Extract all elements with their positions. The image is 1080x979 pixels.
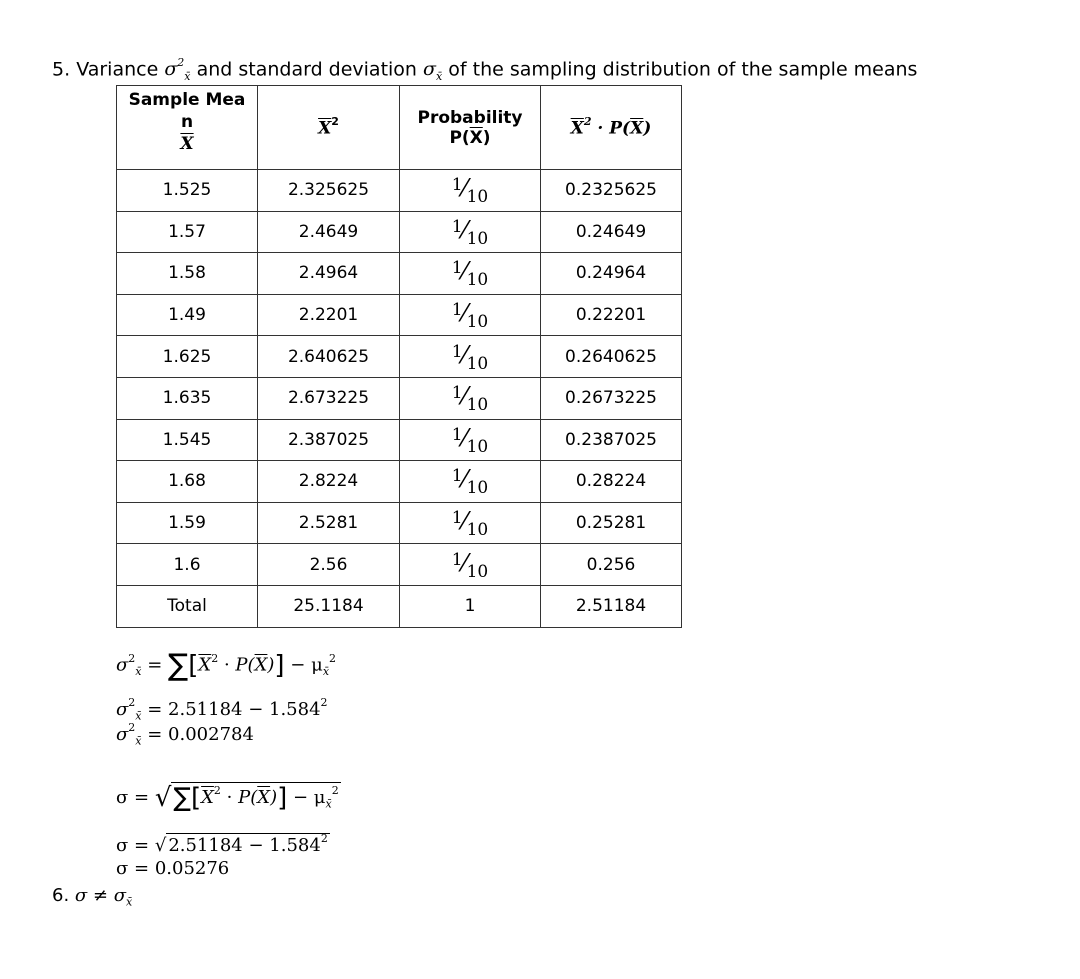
cell-mean: 1.545 (117, 419, 258, 461)
heading-number: 5. (52, 58, 71, 81)
section-heading (52, 58, 917, 83)
table-row (117, 294, 682, 336)
header-product: $\overline{X}^2 \cdot P(\overline{X})$ (541, 86, 682, 170)
total-product: 2.51184 (541, 585, 682, 627)
cell-squared: 2.387025 (258, 419, 400, 461)
cell-mean: 1.57 (117, 211, 258, 253)
sd-formula: $\sigma = √\sum[\overline{X}^2 \cdot P(\overline{X})] - \mu_{x̄}^2$ (116, 783, 339, 813)
cell-squared: 2.673225 (258, 377, 400, 419)
sd-substitution: σ = √ $2.51184 - 1.584^2$ (116, 832, 328, 856)
header-sample-mean: Sample Mea n $\overline{X}$ (117, 86, 258, 170)
variance-substitution: $\sigma^2_{x̄} = 2.51184 - 1.584^2$ (116, 696, 328, 723)
header-probability: Probability $P(\overline{X})$ (400, 86, 541, 170)
cell-probability: 1⁄10 (400, 336, 541, 378)
cell-mean: 1.49 (117, 294, 258, 336)
cell-squared: 2.4649 (258, 211, 400, 253)
table-row (117, 336, 682, 378)
heading-text-a: Variance (76, 58, 159, 81)
sd-result: σ = 0.05276 (116, 858, 230, 879)
item-6-statement: 6. $\sigma \ne \sigma_{x̄}$ (52, 885, 133, 909)
cell-probability: 1⁄10 (400, 253, 541, 295)
table-row (117, 170, 682, 212)
heading-text-c: of the sampling distribution of the sample means (448, 58, 918, 81)
table-row (117, 419, 682, 461)
cell-mean: 1.6 (117, 544, 258, 586)
sd-symbol: $\sigma_{x̄}$ (423, 58, 443, 84)
table-row (117, 461, 682, 503)
cell-mean: 1.58 (117, 253, 258, 295)
cell-probability: 1⁄10 (400, 211, 541, 253)
cell-product: 0.2387025 (541, 419, 682, 461)
table-row (117, 253, 682, 295)
cell-product: 0.2673225 (541, 377, 682, 419)
cell-squared: 2.4964 (258, 253, 400, 295)
cell-product: 0.2325625 (541, 170, 682, 212)
sampling-distribution-table (116, 85, 682, 628)
cell-probability: 1⁄10 (400, 461, 541, 503)
cell-mean: 1.59 (117, 502, 258, 544)
cell-probability: 1⁄10 (400, 419, 541, 461)
variance-symbol: $\sigma^2_{x̄}$ (164, 56, 191, 84)
heading-text-b: and standard deviation (196, 58, 417, 81)
header-x-squared: $\overline{X}^2$ (258, 86, 400, 170)
cell-squared: 2.2201 (258, 294, 400, 336)
cell-squared: 2.640625 (258, 336, 400, 378)
cell-product: 0.28224 (541, 461, 682, 503)
cell-probability: 1⁄10 (400, 170, 541, 212)
cell-squared: 2.8224 (258, 461, 400, 503)
cell-product: 0.25281 (541, 502, 682, 544)
total-probability: 1 (400, 585, 541, 627)
cell-product: 0.22201 (541, 294, 682, 336)
cell-mean: 1.68 (117, 461, 258, 503)
cell-squared: 2.325625 (258, 170, 400, 212)
cell-mean: 1.625 (117, 336, 258, 378)
cell-mean: 1.635 (117, 377, 258, 419)
cell-mean: 1.525 (117, 170, 258, 212)
total-label: Total (117, 585, 258, 627)
cell-product: 0.256 (541, 544, 682, 586)
cell-probability: 1⁄10 (400, 377, 541, 419)
table-row (117, 544, 682, 586)
table-row (117, 211, 682, 253)
cell-probability: 1⁄10 (400, 502, 541, 544)
cell-probability: 1⁄10 (400, 544, 541, 586)
table-total-row (117, 585, 682, 627)
cell-product: 0.24964 (541, 253, 682, 295)
total-squared: 25.1184 (258, 585, 400, 627)
cell-product: 0.2640625 (541, 336, 682, 378)
cell-squared: 2.56 (258, 544, 400, 586)
cell-product: 0.24649 (541, 211, 682, 253)
cell-squared: 2.5281 (258, 502, 400, 544)
variance-formula: $\sigma^2_{x̄} = \sum[\overline{X}^2 \cdot P(\overline{X})] - \mu_{x̄}^2$ (116, 648, 337, 683)
table-row (117, 502, 682, 544)
cell-probability: 1⁄10 (400, 294, 541, 336)
table-row (117, 377, 682, 419)
variance-result: $\sigma^2_{x̄} = 0.002784$ (116, 721, 254, 748)
table-header-row (117, 86, 682, 170)
